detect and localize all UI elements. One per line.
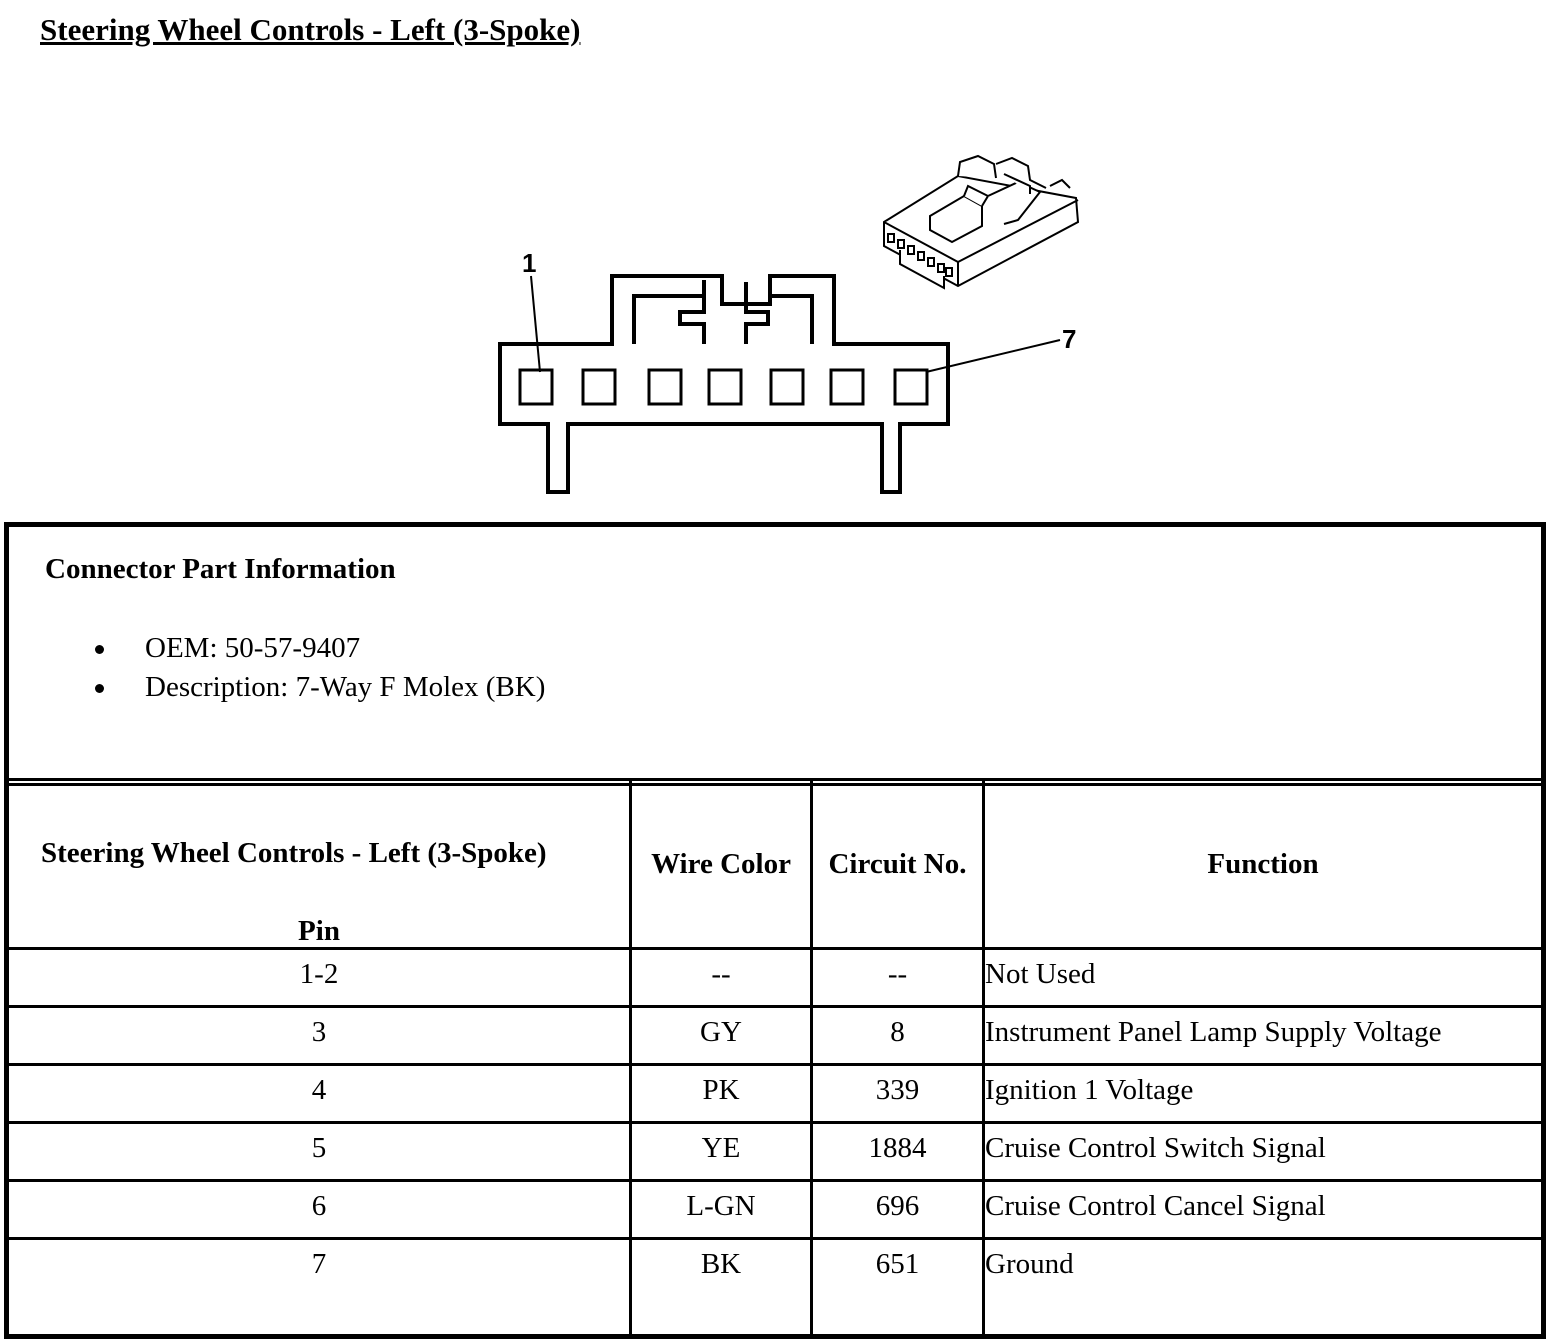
oem-number: OEM: 50-57-9407 [145,632,361,664]
circuit-cell: 1884 [812,1123,984,1181]
pin-cell: 3 [7,1007,631,1065]
table-row [7,949,1544,1007]
pin-cell: 6 [7,1181,631,1239]
pin-1-label: 1 [522,248,537,278]
pin-cell: 5 [7,1123,631,1181]
function-cell: Ground [984,1239,1544,1337]
wire-color-cell: PK [631,1065,812,1123]
list-item [81,629,545,668]
pin-column-title: Steering Wheel Controls - Left (3-Spoke) [41,837,547,869]
function-cell: Instrument Panel Lamp Supply Voltage [984,1007,1544,1065]
function-cell: Not Used [984,949,1544,1007]
pin-cell: 4 [7,1065,631,1123]
function-cell: Cruise Control Switch Signal [984,1123,1544,1181]
connector-info-heading: Connector Part Information [45,553,396,585]
pin-column-subtitle: Pin [298,915,340,947]
connector-part-info [4,522,1546,786]
page-title: Steering Wheel Controls - Left (3-Spoke) [40,12,581,47]
list-item [81,668,545,707]
circuit-cell: 339 [812,1065,984,1123]
wire-color-cell: GY [631,1007,812,1065]
function-header: Function [984,780,1544,949]
wire-color-cell: BK [631,1239,812,1337]
table-header-row [7,780,1544,949]
pin-cavity-1 [520,370,552,404]
pin-column-header [7,780,631,949]
connector-description: Description: 7-Way F Molex (BK) [145,671,546,703]
pin-cavity-4 [709,370,741,404]
circuit-cell: 8 [812,1007,984,1065]
table-row [7,1239,1544,1337]
circuit-no-header: Circuit No. [812,780,984,949]
wire-color-header: Wire Color [631,780,812,949]
connector-diagram [0,0,1568,520]
connector-isometric-icon [884,156,1078,288]
function-cell: Cruise Control Cancel Signal [984,1181,1544,1239]
circuit-cell: -- [812,949,984,1007]
circuit-cell: 651 [812,1239,984,1337]
pin-1-leader [531,276,540,372]
wire-color-cell: -- [631,949,812,1007]
pin-cavity-3 [649,370,681,404]
pin-cavity-2 [583,370,615,404]
table-row [7,1065,1544,1123]
pin-cavity-7 [895,370,927,404]
pin-7-label: 7 [1062,324,1077,354]
pin-cavities [520,370,927,404]
pin-cavity-6 [831,370,863,404]
table-row [7,1123,1544,1181]
pin-cell: 7 [7,1239,631,1337]
function-cell: Ignition 1 Voltage [984,1065,1544,1123]
wire-color-cell: L-GN [631,1181,812,1239]
connector-info-list [81,629,545,707]
pin-cavity-5 [771,370,803,404]
bullet-icon [95,684,104,693]
pin-table [4,778,1546,1339]
table-row [7,1181,1544,1239]
bullet-icon [95,645,104,654]
wire-color-cell: YE [631,1123,812,1181]
table-row [7,1007,1544,1065]
pin-cell: 1-2 [7,949,631,1007]
circuit-cell: 696 [812,1181,984,1239]
